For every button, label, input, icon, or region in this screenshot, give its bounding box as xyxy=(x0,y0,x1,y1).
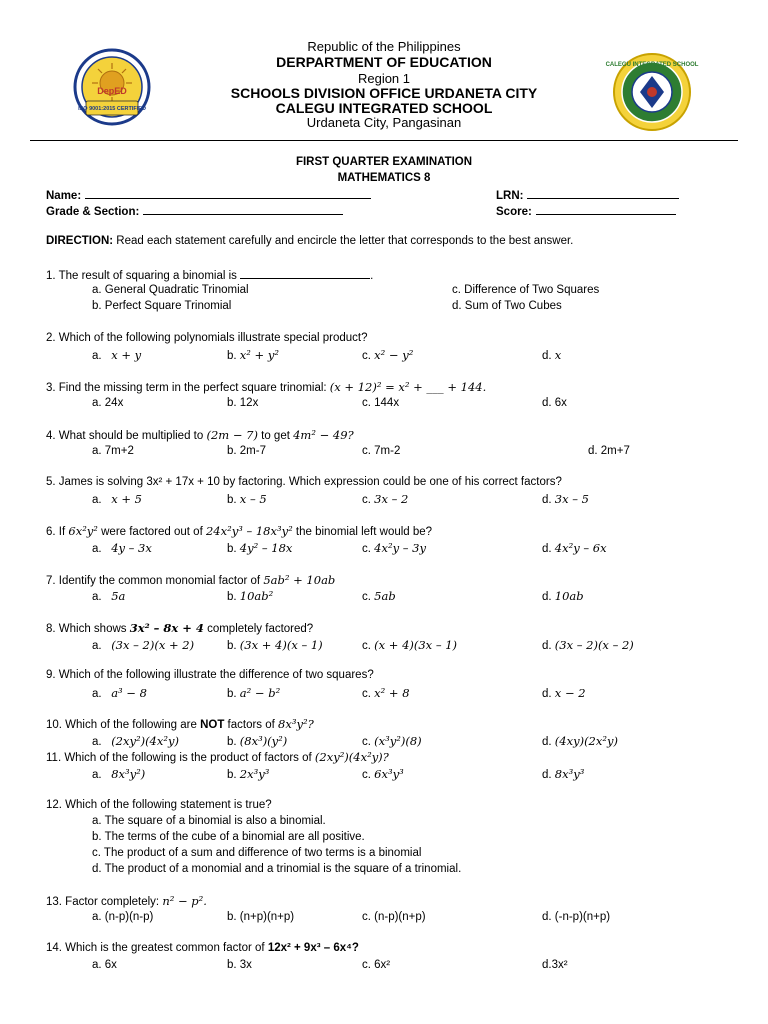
q4-option-d[interactable]: d. 2m+7 xyxy=(588,445,630,457)
q1-option-a[interactable]: a. General Quadratic Trinomial xyxy=(92,284,249,296)
question-3: 3. Find the missing term in the perfect square trinomial: (x + 12)² = x² + ___ + 144. xyxy=(46,380,487,394)
q13-option-d[interactable]: d. (-n-p)(n+p) xyxy=(542,911,611,923)
q5-option-b[interactable]: b. x – 5 xyxy=(227,492,267,506)
q6-option-a[interactable]: a. 4y – 3x xyxy=(92,541,152,555)
q10-option-a[interactable]: a. (2xy²)(4x²y) xyxy=(92,734,179,748)
question-2: 2. Which of the following polynomials illustrate special product? xyxy=(46,332,368,344)
lrn-field[interactable] xyxy=(496,188,679,202)
q10-option-b[interactable]: b. (8x³)(y²) xyxy=(227,734,288,748)
svg-text:ISO 9001:2015 CERTIFIED: ISO 9001:2015 CERTIFIED xyxy=(78,106,146,112)
q12-option-d[interactable]: d. The product of a monomial and a trinomial is the square of a trinomial. xyxy=(92,863,462,875)
q14-option-a[interactable]: a. 6x xyxy=(92,959,117,971)
question-7: 7. Identify the common monomial factor of 5ab² + 10ab xyxy=(46,573,336,587)
q11-option-a[interactable]: a. 8x³y²) xyxy=(92,767,146,781)
q5-option-a[interactable]: a. x + 5 xyxy=(92,492,142,506)
q13-option-a[interactable]: a. (n-p)(n-p) xyxy=(92,911,154,923)
school-line: CALEGU INTEGRATED SCHOOL xyxy=(275,100,493,116)
region-line: Region 1 xyxy=(357,71,411,86)
q7-option-a[interactable]: a. 5a xyxy=(92,589,126,603)
q3-option-b[interactable]: b. 12x xyxy=(227,397,259,409)
q4-option-a[interactable]: a. 7m+2 xyxy=(92,445,134,457)
question-13: 13. Factor completely: n² − p². xyxy=(46,894,207,908)
q2-option-b[interactable]: b. x² + y² xyxy=(227,348,279,362)
q1-option-b[interactable]: b. Perfect Square Trinomial xyxy=(92,300,232,312)
exam-subject: MATHEMATICS 8 xyxy=(337,172,431,184)
q11-option-c[interactable]: c. 6x³y³ xyxy=(362,767,404,781)
question-14: 14. Which is the greatest common factor of 12x² + 9x³ – 6x⁴? xyxy=(46,942,359,954)
q8-option-d[interactable]: d. (3x – 2)(x – 2) xyxy=(542,638,634,652)
department-line: DERPARTMENT OF EDUCATION xyxy=(276,54,492,70)
question-4: 4. What should be multiplied to (2m − 7) to get 4m² − 49? xyxy=(46,428,354,442)
q4-option-c[interactable]: c. 7m-2 xyxy=(362,445,401,457)
answer-blank xyxy=(240,268,370,279)
q7-option-d[interactable]: d. 10ab xyxy=(542,589,584,603)
question-1: 1. The result of squaring a binomial is . xyxy=(46,270,374,282)
q9-option-d[interactable]: d. x − 2 xyxy=(542,686,586,700)
question-9: 9. Which of the following illustrate the difference of two squares? xyxy=(46,669,374,681)
q7-option-b[interactable]: b. 10ab² xyxy=(227,589,274,603)
city-line: Urdaneta City, Pangasinan xyxy=(306,115,462,130)
q5-option-d[interactable]: d. 3x – 5 xyxy=(542,492,589,506)
q1-option-c[interactable]: c. Difference of Two Squares xyxy=(452,284,600,296)
svg-text:CALEGU INTEGRATED SCHOOL: CALEGU INTEGRATED SCHOOL xyxy=(605,62,699,68)
q6-option-c[interactable]: c. 4x²y – 3y xyxy=(362,541,426,555)
name-line[interactable] xyxy=(85,188,371,199)
question-6: 6. If 6x²y² were factored out of 24x²y³ – 18x³y² the binomial left would be? xyxy=(46,524,433,538)
q12-option-b[interactable]: b. The terms of the cube of a binomial are all positive. xyxy=(92,831,365,843)
q11-option-d[interactable]: d. 8x³y³ xyxy=(542,767,585,781)
direction xyxy=(46,235,573,247)
q6-option-d[interactable]: d. 4x²y – 6x xyxy=(542,541,607,555)
q10-option-c[interactable]: c. (x³y²)(8) xyxy=(362,734,422,748)
grade-section-label: Grade & Section: xyxy=(46,206,140,218)
grade-section-line[interactable] xyxy=(143,204,343,215)
q2-option-d[interactable]: d. x xyxy=(542,348,562,362)
q3-option-c[interactable]: c. 144x xyxy=(362,397,400,409)
division-line: SCHOOLS DIVISION OFFICE URDANETA CITY xyxy=(230,85,538,101)
q13-option-c[interactable]: c. (n-p)(n+p) xyxy=(362,911,426,923)
q11-option-b[interactable]: b. 2x³y³ xyxy=(227,767,270,781)
q12-option-a[interactable]: a. The square of a binomial is also a binomial. xyxy=(92,815,326,827)
grade-section-field[interactable] xyxy=(46,204,343,218)
q13-option-b[interactable]: b. (n+p)(n+p) xyxy=(227,911,295,923)
q9-option-c[interactable]: c. x² + 8 xyxy=(362,686,410,700)
q8-option-b[interactable]: b. (3x + 4)(x – 1) xyxy=(227,638,323,652)
q12-option-c[interactable]: c. The product of a sum and difference of two terms is a binomial xyxy=(92,847,422,859)
svg-text:DepED: DepED xyxy=(97,86,127,96)
lrn-label: LRN: xyxy=(496,190,524,202)
republic-line: Republic of the Philippines xyxy=(307,39,461,54)
header-divider xyxy=(30,140,738,141)
q9-option-b[interactable]: b. a² − b² xyxy=(227,686,281,700)
direction-label: DIRECTION: xyxy=(46,235,114,247)
lrn-line[interactable] xyxy=(527,188,679,199)
q4-option-b[interactable]: b. 2m-7 xyxy=(227,445,266,457)
name-field[interactable] xyxy=(46,188,371,202)
q5-option-c[interactable]: c. 3x – 2 xyxy=(362,492,409,506)
name-label: Name: xyxy=(46,190,82,202)
q3-option-a[interactable]: a. 24x xyxy=(92,397,124,409)
question-12: 12. Which of the following statement is true? xyxy=(46,799,272,811)
q14-option-c[interactable]: c. 6x² xyxy=(362,959,391,971)
question-11: 11. Which of the following is the product of factors of (2xy²)(4x²y)? xyxy=(46,750,389,764)
q10-option-d[interactable]: d. (4xy)(2x²y) xyxy=(542,734,618,748)
q2-option-a[interactable]: a. x + y xyxy=(92,348,142,362)
question-10: 10. Which of the following are NOT factors of 8x³y²? xyxy=(46,717,314,731)
q6-option-b[interactable]: b. 4y² – 18x xyxy=(227,541,293,555)
question-5: 5. James is solving 3x² + 17x + 10 by factoring. Which expression could be one of his correct factors? xyxy=(46,476,562,488)
q8-option-a[interactable]: a. (3x – 2)(x + 2) xyxy=(92,638,195,652)
q2-option-c[interactable]: c. x² − y² xyxy=(362,348,414,362)
direction-text: Read each statement carefully and encircle the letter that corresponds to the best answer. xyxy=(113,235,574,247)
exam-title: FIRST QUARTER EXAMINATION xyxy=(295,156,473,168)
score-field[interactable] xyxy=(496,204,676,218)
q14-option-b[interactable]: b. 3x xyxy=(227,959,252,971)
q9-option-a[interactable]: a. a³ − 8 xyxy=(92,686,147,700)
score-line[interactable] xyxy=(536,204,676,215)
q7-option-c[interactable]: c. 5ab xyxy=(362,589,396,603)
question-8: 8. Which shows 3x² – 8x + 4 completely factored? xyxy=(46,621,314,635)
q3-option-d[interactable]: d. 6x xyxy=(542,397,567,409)
score-label: Score: xyxy=(496,206,532,218)
q8-option-c[interactable]: c. (x + 4)(3x – 1) xyxy=(362,638,458,652)
q14-option-d[interactable]: d.3x² xyxy=(542,959,568,971)
q1-option-d[interactable]: d. Sum of Two Cubes xyxy=(452,300,562,312)
